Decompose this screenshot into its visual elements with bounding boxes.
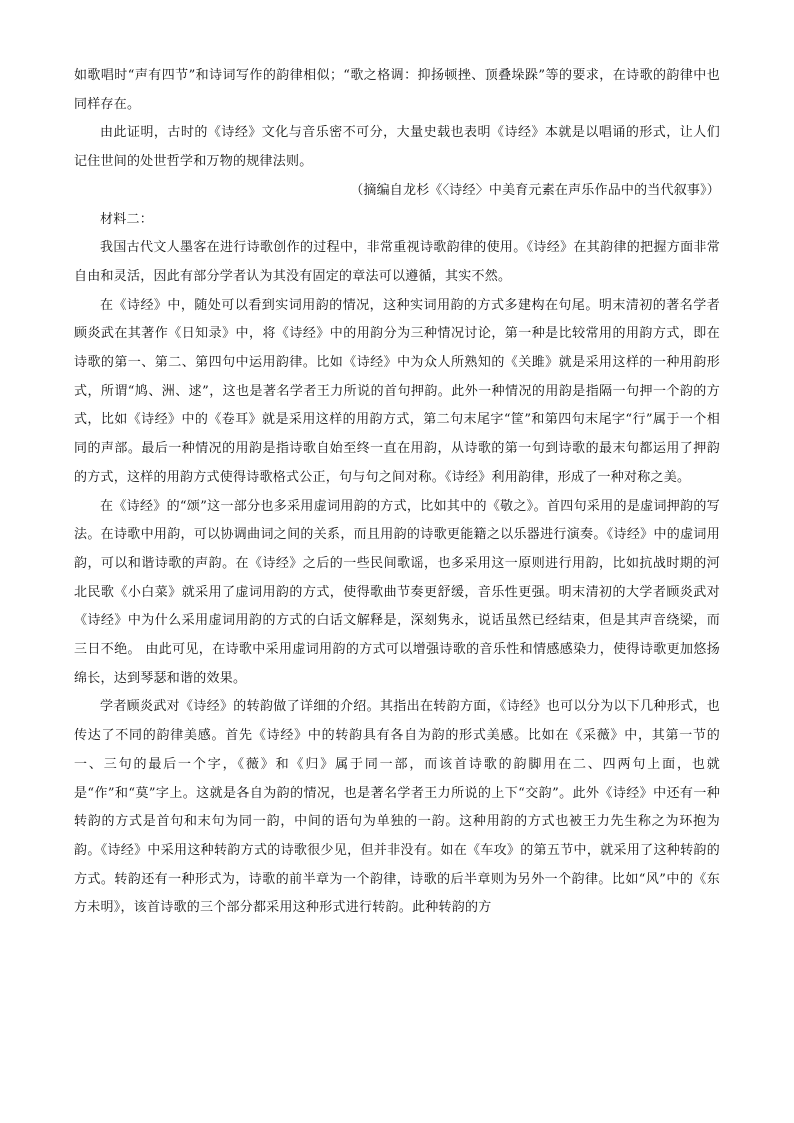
paragraph-5: 在《诗经》的“颂”这一部分也多采用虚词用韵的方式，比如其中的《敬之》。首四句采用的是虚词押韵的写法。在诗歌中用韵，可以协调曲词之间的关系，而且用韵的诗歌更能籍之以乐器进行演奏。《诗经》中的虚词用韵，可以和谐诗歌的声韵。在《诗经》之后的一些民间歌谣，也多采用这一原则进行用韵，比如抗战时期的河北民歌《小白菜》就采用了虚词用韵的方式，使得歌曲节奏更舒缓，音乐性更强。明末清初的大学者顾炎武对《诗经》中为什么采用虚词用韵的方式的白话文解释是，深刻隽永，说话虽然已经结束，但是其声音绕梁，而三日不绝。 由此可见，在诗歌中采用虚词用韵的方式可以增强诗歌的音乐性和情感感染力，使得诗歌更加悠扬绵长，达到琴瑟和谐的效果。 <box>74 498 720 686</box>
paragraph-3: 我国古代文人墨客在进行诗歌创作的过程中，非常重视诗歌韵律的使用。《诗经》在其韵律的把握方面非常自由和灵活，因此有部分学者认为其没有固定的章法可以遵循，其实不然。 <box>74 240 720 284</box>
paragraph-6: 学者顾炎武对《诗经》的转韵做了详细的介绍。其指出在转韵方面，《诗经》也可以分为以下几种形式，也传达了不同的韵律美感。首先《诗经》中的转韵具有各自为韵的形式美感。比如在《采薇》中，其第一节的一、三句的最后一个字，《薇》和《归》属于同一部，而该首诗歌的韵脚用在二、四两句上面，也就是“作”和“莫”字上。这就是各自为韵的情况，也是著名学者王力所说的上下“交韵”。此外《诗经》中还有一种转韵的方式是首句和末句为同一韵，中间的语句为单独的一韵。这种用韵的方式也被王力先生称之为环抱为韵。《诗经》中采用这种转韵方式的诗歌很少见，但并非没有。如在《车攻》的第五节中，就采用了这种转韵的方式。转韵还有一种形式为，诗歌的前半章为一个韵律，诗歌的后半章则为另外一个韵律。比如“风”中的《东方未明》，该首诗歌的三个部分都采用这种形式进行转韵。此种转韵的方 <box>74 699 720 916</box>
paragraph-4: 在《诗经》中，随处可以看到实词用韵的情况，这种实词用韵的方式多建构在句尾。明末清初的著名学者顾炎武在其著作《日知录》中，将《诗经》中的用韵分为三种情况讨论，第一种是比较常用的用韵方式，即在诗歌的第一、第二、第四句中运用韵律。比如《诗经》中为众人所熟知的《关雎》就是采用这样的一种用韵形式，所谓“鸠、洲、逑”，这也是著名学者王力所说的首句押韵。此外一种情况的用韵是指隔一句押一个韵的方式，比如《诗经》中的《卷耳》就是采用这样的用韵方式，第二句末尾字“筐”和第四句末尾字“行”属于一个相同的声部。最后一种情况的用韵是指诗歌自始至终一直在用韵，从诗歌的第一句到诗歌的最末句都运用了押韵的方式，这样的用韵方式使得诗歌格式公正，句与句之间对称。《诗经》利用韵律，形成了一种对称之美。 <box>74 297 720 485</box>
source-citation: （摘编自龙杉《〈诗经〉中美育元素在声乐作品中的当代叙事》） <box>350 182 720 198</box>
paragraph-2: 由此证明，古时的《诗经》文化与音乐密不可分，大量史载也表明《诗经》本就是以唱诵的形式，让人们记住世间的处世哲学和万物的规律法则。 <box>74 125 720 170</box>
paragraph-1: 如歌唱时“声有四节”和诗词写作的韵律相似；“歌之格调：抑扬顿挫、顶叠垛跺”等的要求，在诗歌的韵律中也同样存在。 <box>74 68 720 112</box>
section-title: 材料二： <box>100 211 154 227</box>
document-page <box>74 62 720 923</box>
